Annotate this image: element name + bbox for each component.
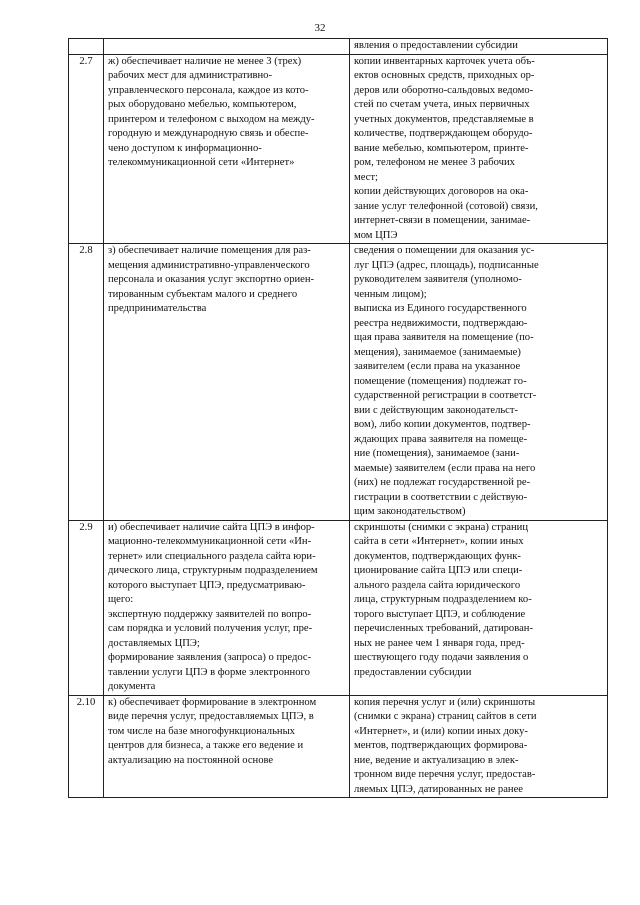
requirement-line: предпринимательства xyxy=(108,303,207,314)
documents-line: стей по счетам учета, иных первичных xyxy=(354,99,530,110)
requirement-line: ж) обеспечивает наличие не менее 3 (трех) xyxy=(108,55,302,67)
requirements-table xyxy=(68,38,608,798)
documents-line: щая права заявителя на помещение (по- xyxy=(354,332,534,343)
documents-line: скриншоты (снимки с экрана) страниц xyxy=(354,521,528,533)
requirement-line: виде перечня услуг, предоставляемых ЦПЭ, в xyxy=(108,711,314,722)
documents-line: ментов, подтверждающих формирова- xyxy=(354,740,528,751)
requirement-line: рых оборудовано мебелью, компьютером, xyxy=(108,99,297,110)
requirement-line: к) обеспечивает формирование в электронном xyxy=(108,696,317,708)
documents-line: мещения), занимаемое (занимаемые) xyxy=(354,346,521,358)
page-number: 32 xyxy=(314,22,326,34)
documents-line: торого выступает ЦПЭ, и соблюдение xyxy=(354,608,526,620)
requirement-line: документа xyxy=(108,681,156,692)
row-number: 2.9 xyxy=(69,520,104,695)
documents-cell xyxy=(350,520,608,695)
requirement-line: центров для бизнеса, а также его ведение и xyxy=(108,740,304,751)
documents-line: учетных документов, представляемые в xyxy=(354,113,534,125)
documents-line: шествующего году подачи заявления о xyxy=(354,652,529,663)
requirement-line: мационно-телекоммуникационной сети «Ин- xyxy=(108,536,312,547)
documents-line: копия перечня услуг и (или) скриншоты xyxy=(354,696,536,708)
table-row xyxy=(69,244,608,521)
requirement-line: чено доступом к информационно- xyxy=(108,142,262,154)
requirement-line: з) обеспечивает наличие помещения для раз- xyxy=(108,245,311,256)
documents-line: сайта в сети «Интернет», копии иных xyxy=(354,536,524,547)
table-row xyxy=(69,54,608,244)
documents-line: ных не ранее чем 1 января года, пред- xyxy=(354,637,525,649)
requirement-line: мещения административно-управленческого xyxy=(108,259,310,271)
documents-line: мом ЦПЭ xyxy=(354,229,398,241)
documents-line: (них) не подлежат государственной ре- xyxy=(354,477,531,488)
documents-line: ждающих права заявителя на помеще- xyxy=(354,433,528,445)
requirement-line: персонала и оказания услуг экспортно ориен- xyxy=(108,274,315,285)
documents-line: зание услуг телефонной (сотовой) связи, xyxy=(354,200,538,212)
requirement-line: тированным субъектам малого и среднего xyxy=(108,288,298,300)
documents-line: перечисленных требований, датирован- xyxy=(354,623,533,634)
row-number: 2.8 xyxy=(69,244,104,521)
requirement-cell xyxy=(104,244,350,521)
requirement-line: тернет» или специального раздела сайта юри- xyxy=(108,550,316,562)
documents-line: количестве, подтверждающем оборудо- xyxy=(354,128,533,139)
requirement-line: управленческого персонала, каждое из кото- xyxy=(108,84,309,96)
documents-line: выписка из Единого государственного xyxy=(354,303,527,314)
documents-line: руководителем заявителя (уполномо- xyxy=(354,274,522,285)
table-row xyxy=(69,695,608,798)
documents-line: тронном виде перечня услуг, предостав- xyxy=(354,769,536,780)
requirement-line: принтером и телефоном с выходом на между- xyxy=(108,113,315,125)
documents-cell xyxy=(350,39,608,55)
documents-line: ром, телефоном не менее 3 рабочих xyxy=(354,157,515,168)
documents-line: деров или оборотно-сальдовых ведомо- xyxy=(354,84,534,96)
documents-line: помещение (помещения) подлежат го- xyxy=(354,375,527,387)
documents-line: сударственной регистрации в соответст- xyxy=(354,390,537,401)
table-row xyxy=(69,520,608,695)
documents-line: ционирование сайта ЦПЭ или специ- xyxy=(354,565,523,576)
requirement-cell xyxy=(104,695,350,798)
documents-line: копии действующих договоров на ока- xyxy=(354,186,529,197)
requirement-line: телекоммуникационной сети «Интернет» xyxy=(108,157,295,168)
requirement-cell xyxy=(104,39,350,55)
requirement-line: городную и международную связь и обеспе- xyxy=(108,128,309,139)
requirement-line: актуализацию на постоянной основе xyxy=(108,754,274,766)
documents-line: интернет-связи в помещении, занимае- xyxy=(354,215,531,226)
documents-line: маемые) заявителем (если права на него xyxy=(354,462,536,474)
documents-cell xyxy=(350,244,608,521)
documents-line: ектов основных средств, приходных ор- xyxy=(354,70,535,81)
requirement-line: дического лица, структурным подразделением xyxy=(108,565,318,576)
requirement-line: экспертную поддержку заявителей по вопро- xyxy=(108,608,312,620)
requirement-line: формирование заявления (запроса) о предос- xyxy=(108,652,312,663)
requirement-line: которого выступает ЦПЭ, предусматриваю- xyxy=(108,579,306,591)
requirement-line: щего: xyxy=(108,594,134,605)
documents-line: мест; xyxy=(354,171,378,183)
documents-line: явления о предоставлении субсидии xyxy=(354,40,518,51)
requirement-line: рабочих мест для административно- xyxy=(108,70,272,81)
requirement-line: доставляемых ЦПЭ; xyxy=(108,637,200,649)
documents-line: ние (помещения), занимаемое (зани- xyxy=(354,448,520,459)
documents-line: гистрации в соответствии с действую- xyxy=(354,491,528,503)
table-row xyxy=(69,39,608,55)
requirement-line: тавлении услуги ЦПЭ в форме электронного xyxy=(108,666,310,678)
requirement-cell xyxy=(104,520,350,695)
documents-line: вии с действующим законодательст- xyxy=(354,404,519,416)
documents-line: реестра недвижимости, подтверждаю- xyxy=(354,317,528,329)
row-number: 2.10 xyxy=(69,695,104,798)
documents-line: заявителем (если права на указанное xyxy=(354,361,521,372)
documents-line: сведения о помещении для оказания ус- xyxy=(354,245,535,256)
documents-line: ляемых ЦПЭ, датированных не ранее xyxy=(354,783,523,795)
documents-cell xyxy=(350,54,608,244)
row-number xyxy=(69,39,104,55)
requirement-line: том числе на базе многофункциональных xyxy=(108,725,295,737)
documents-line: щим законодательством) xyxy=(354,506,466,517)
documents-line: ального раздела сайта юридического xyxy=(354,579,521,591)
documents-line: копии инвентарных карточек учета объ- xyxy=(354,55,535,67)
documents-line: «Интернет», и (или) копии иных доку- xyxy=(354,725,528,737)
documents-line: вом), либо копии документов, подтвер- xyxy=(354,419,531,430)
documents-line: лица, структурным подразделением ко- xyxy=(354,594,532,605)
requirement-line: сам порядка и условий получения услуг, пре- xyxy=(108,623,313,634)
documents-cell xyxy=(350,695,608,798)
documents-line: (снимки с экрана) страниц сайтов в сети xyxy=(354,711,537,722)
documents-line: вание мебелью, компьютером, принте- xyxy=(354,142,529,154)
documents-line: луг ЦПЭ (адрес, площадь), подписанные xyxy=(354,259,539,271)
requirement-cell xyxy=(104,54,350,244)
documents-line: ченным лицом); xyxy=(354,288,427,300)
documents-line: предоставлении субсидии xyxy=(354,666,472,678)
documents-line: документов, подтверждающих функ- xyxy=(354,550,521,562)
row-number: 2.7 xyxy=(69,54,104,244)
requirement-line: и) обеспечивает наличие сайта ЦПЭ в инфор- xyxy=(108,521,315,533)
documents-line: ние, ведение и актуализацию в элек- xyxy=(354,754,519,766)
